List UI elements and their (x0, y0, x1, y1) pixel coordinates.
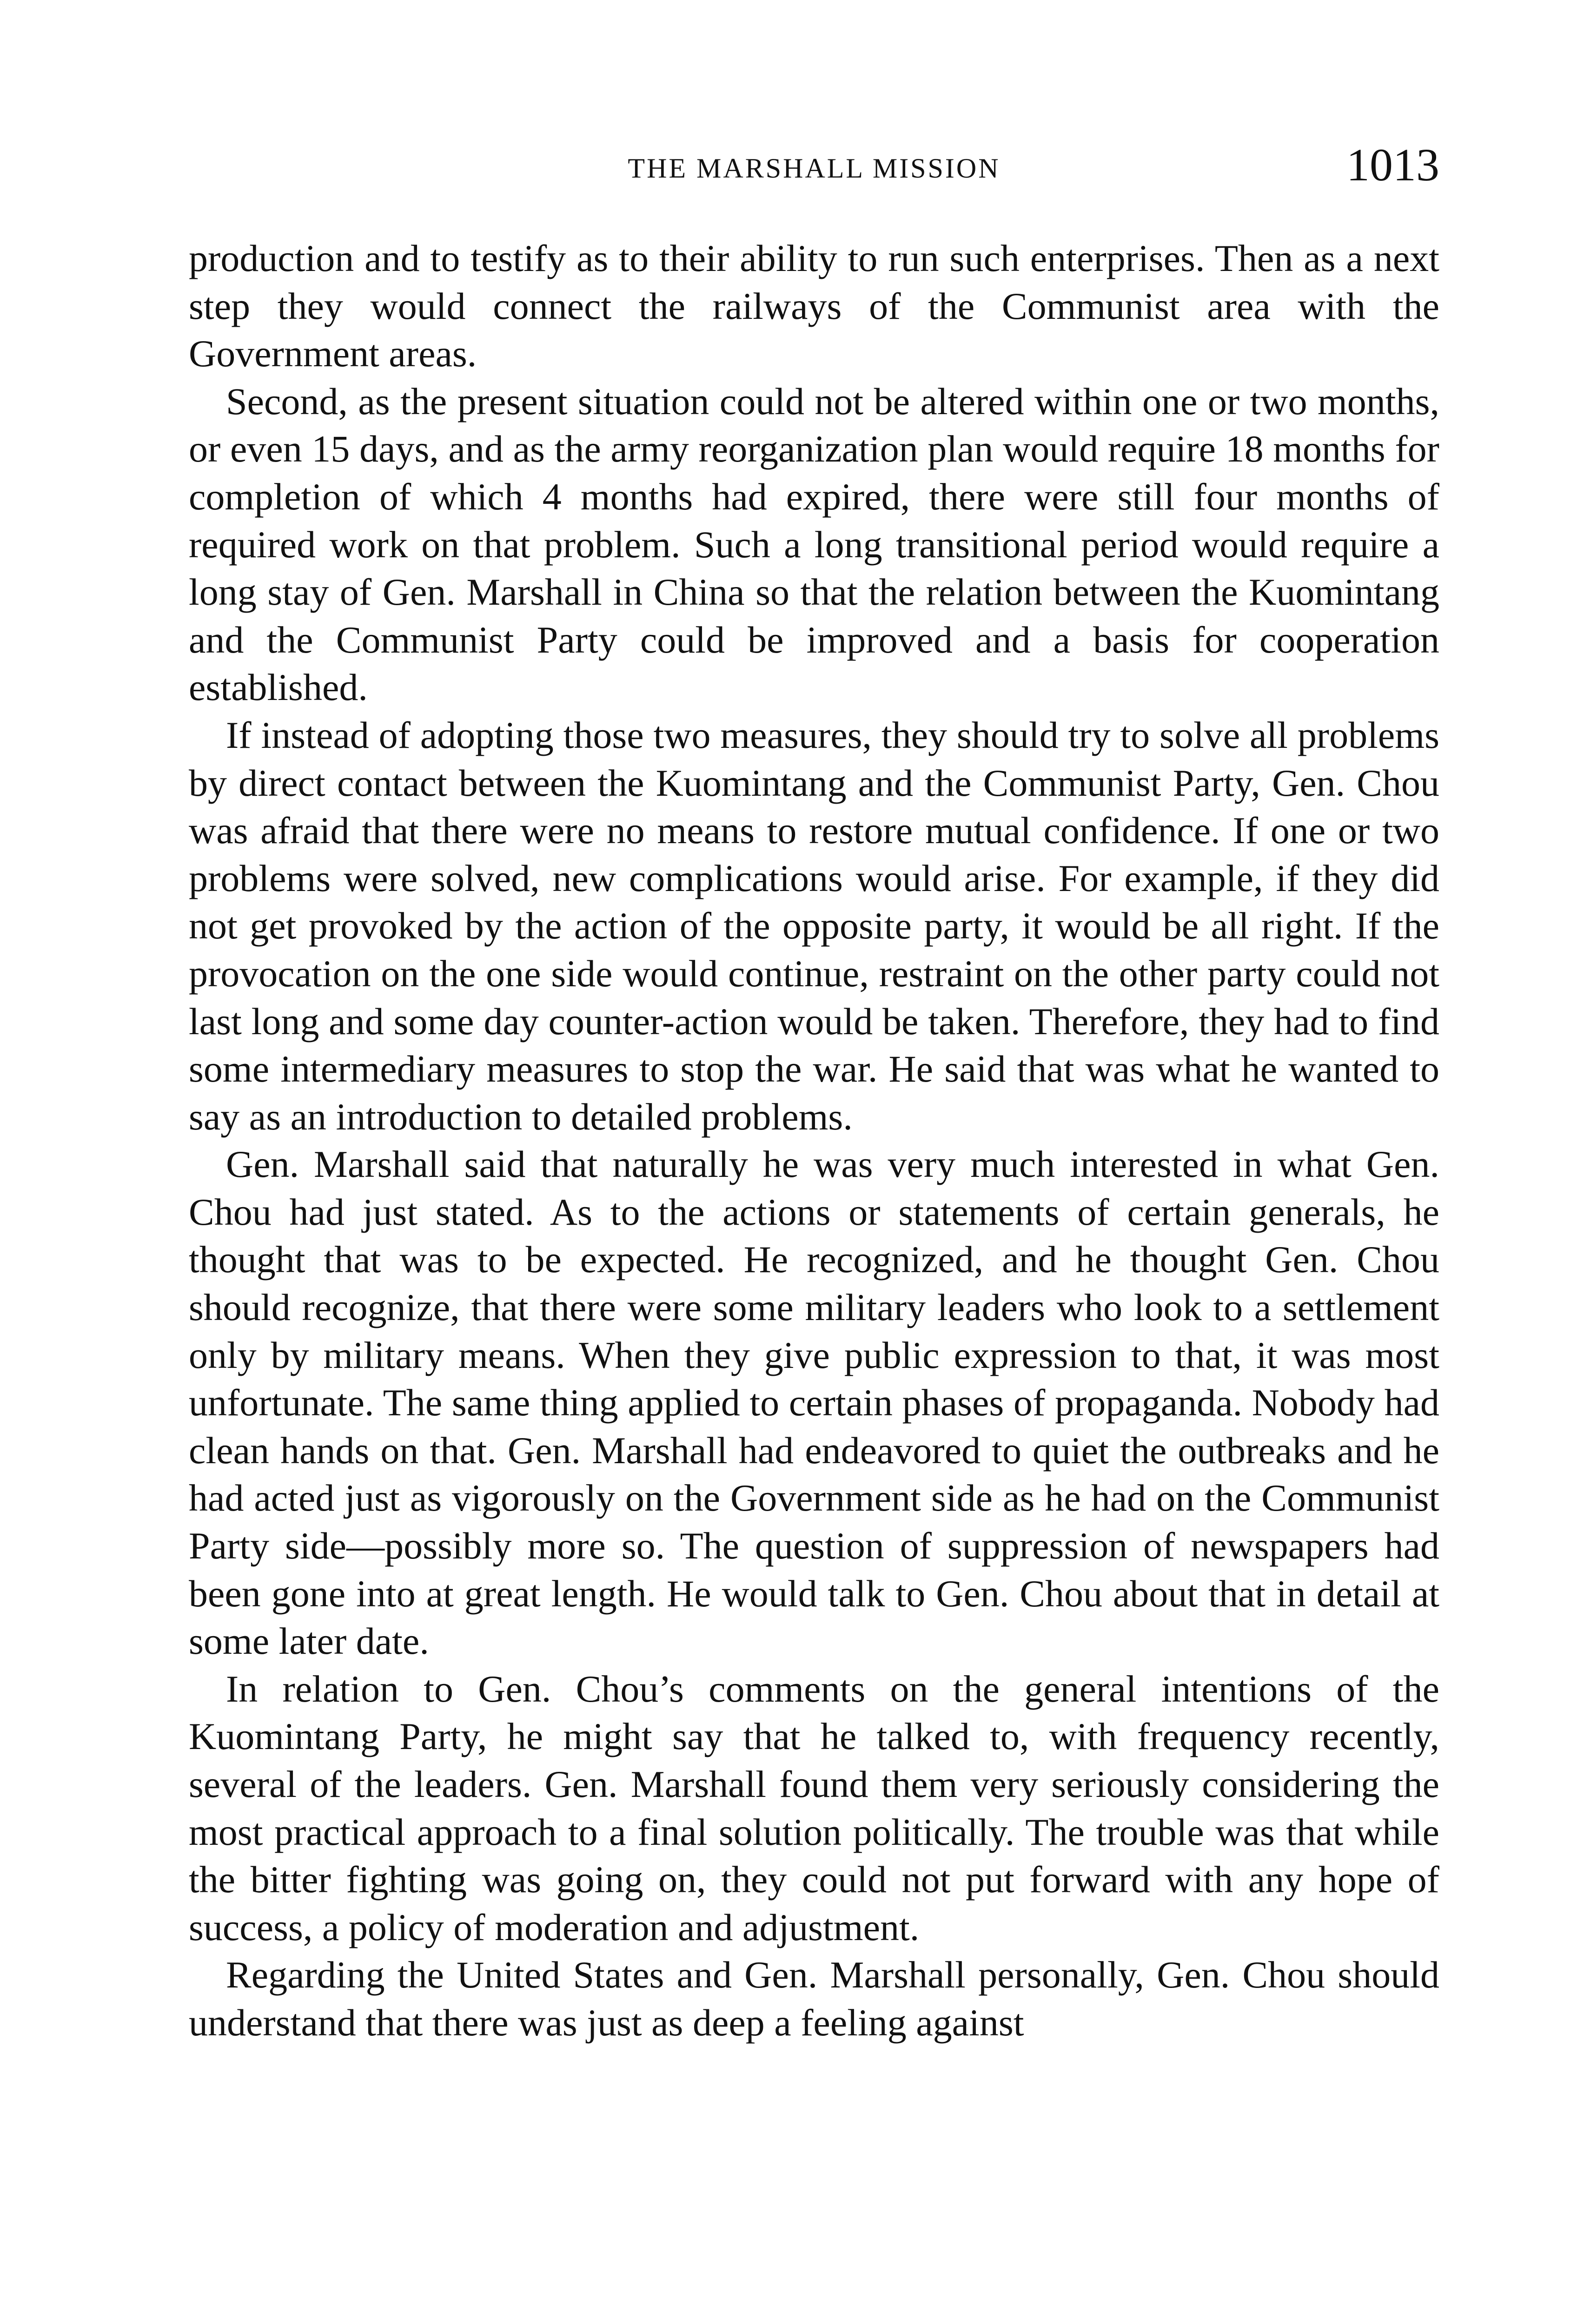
paragraph: If instead of adopting those two measures, they should try to solve all problems by direct contact between the Kuomintang and the Communist Party, Gen. Chou was afraid that there were no means to restore mutual confidence. If one or two problems were solved, new complications would arise. For example, if they did not get provoked by the action of the opposite party, it would be all right. If the provocation on the one side would continue, restraint on the other party could not last long and some day counter-action would be taken. Therefore, they had to find some intermediary measures to stop the war. He said that was what he wanted to say as an introduction to detailed problems. (189, 713, 1439, 1138)
page-number: 1013 (1346, 139, 1439, 191)
paragraph: Regarding the United States and Gen. Marshall personally, Gen. Chou should understand that there was just as deep a feeling against (189, 1954, 1439, 2044)
paragraph: Gen. Marshall said that naturally he was very much interested in what Gen. Chou had just stated. As to the actions or statements of certain generals, he thought that was to be expected. He recognized, and he thought Gen. Chou should recognize, that there were some military leaders who look to a settlement only by military means. When they give public expression to that, it was most unfortunate. The same thing applied to certain phases of propaganda. Nobody had clean hands on that. Gen. Marshall had endeavored to quiet the outbreaks and he had acted just as vigorously on the Government side as he had on the Communist Party side—possibly more so. The question of suppression of newspapers had been gone into at great length. He would talk to Gen. Chou about that in detail at some later date. (189, 1143, 1439, 1663)
running-header (189, 139, 1439, 195)
paragraph: In relation to Gen. Chou’s comments on the general intentions of the Kuomintang Party, he might say that he talked to, with frequency recently, several of the leaders. Gen. Marshall found them very seriously considering the most practical approach to a final solution politically. The trouble was that while the bitter fighting was going on, they could not put forward with any hope of success, a policy of moderation and adjustment. (189, 1667, 1439, 1948)
body-text (189, 235, 1439, 2047)
paragraph: Second, as the present situation could not be altered within one or two months, or even 15 days, and as the army reorganization plan would require 18 months for completion of which 4 months had expired, there were still four months of required work on that problem. Such a long transitional period would require a long stay of Gen. Marshall in China so that the relation between the Kuomintang and the Communist Party could be improved and a basis for cooperation established. (189, 380, 1439, 709)
paragraph-continued: production and to testify as to their ability to run such enterprises. Then as a next step they would connect the railways of the Communist area with the Government areas. (189, 237, 1439, 375)
running-title: THE MARSHALL MISSION (628, 153, 1001, 184)
